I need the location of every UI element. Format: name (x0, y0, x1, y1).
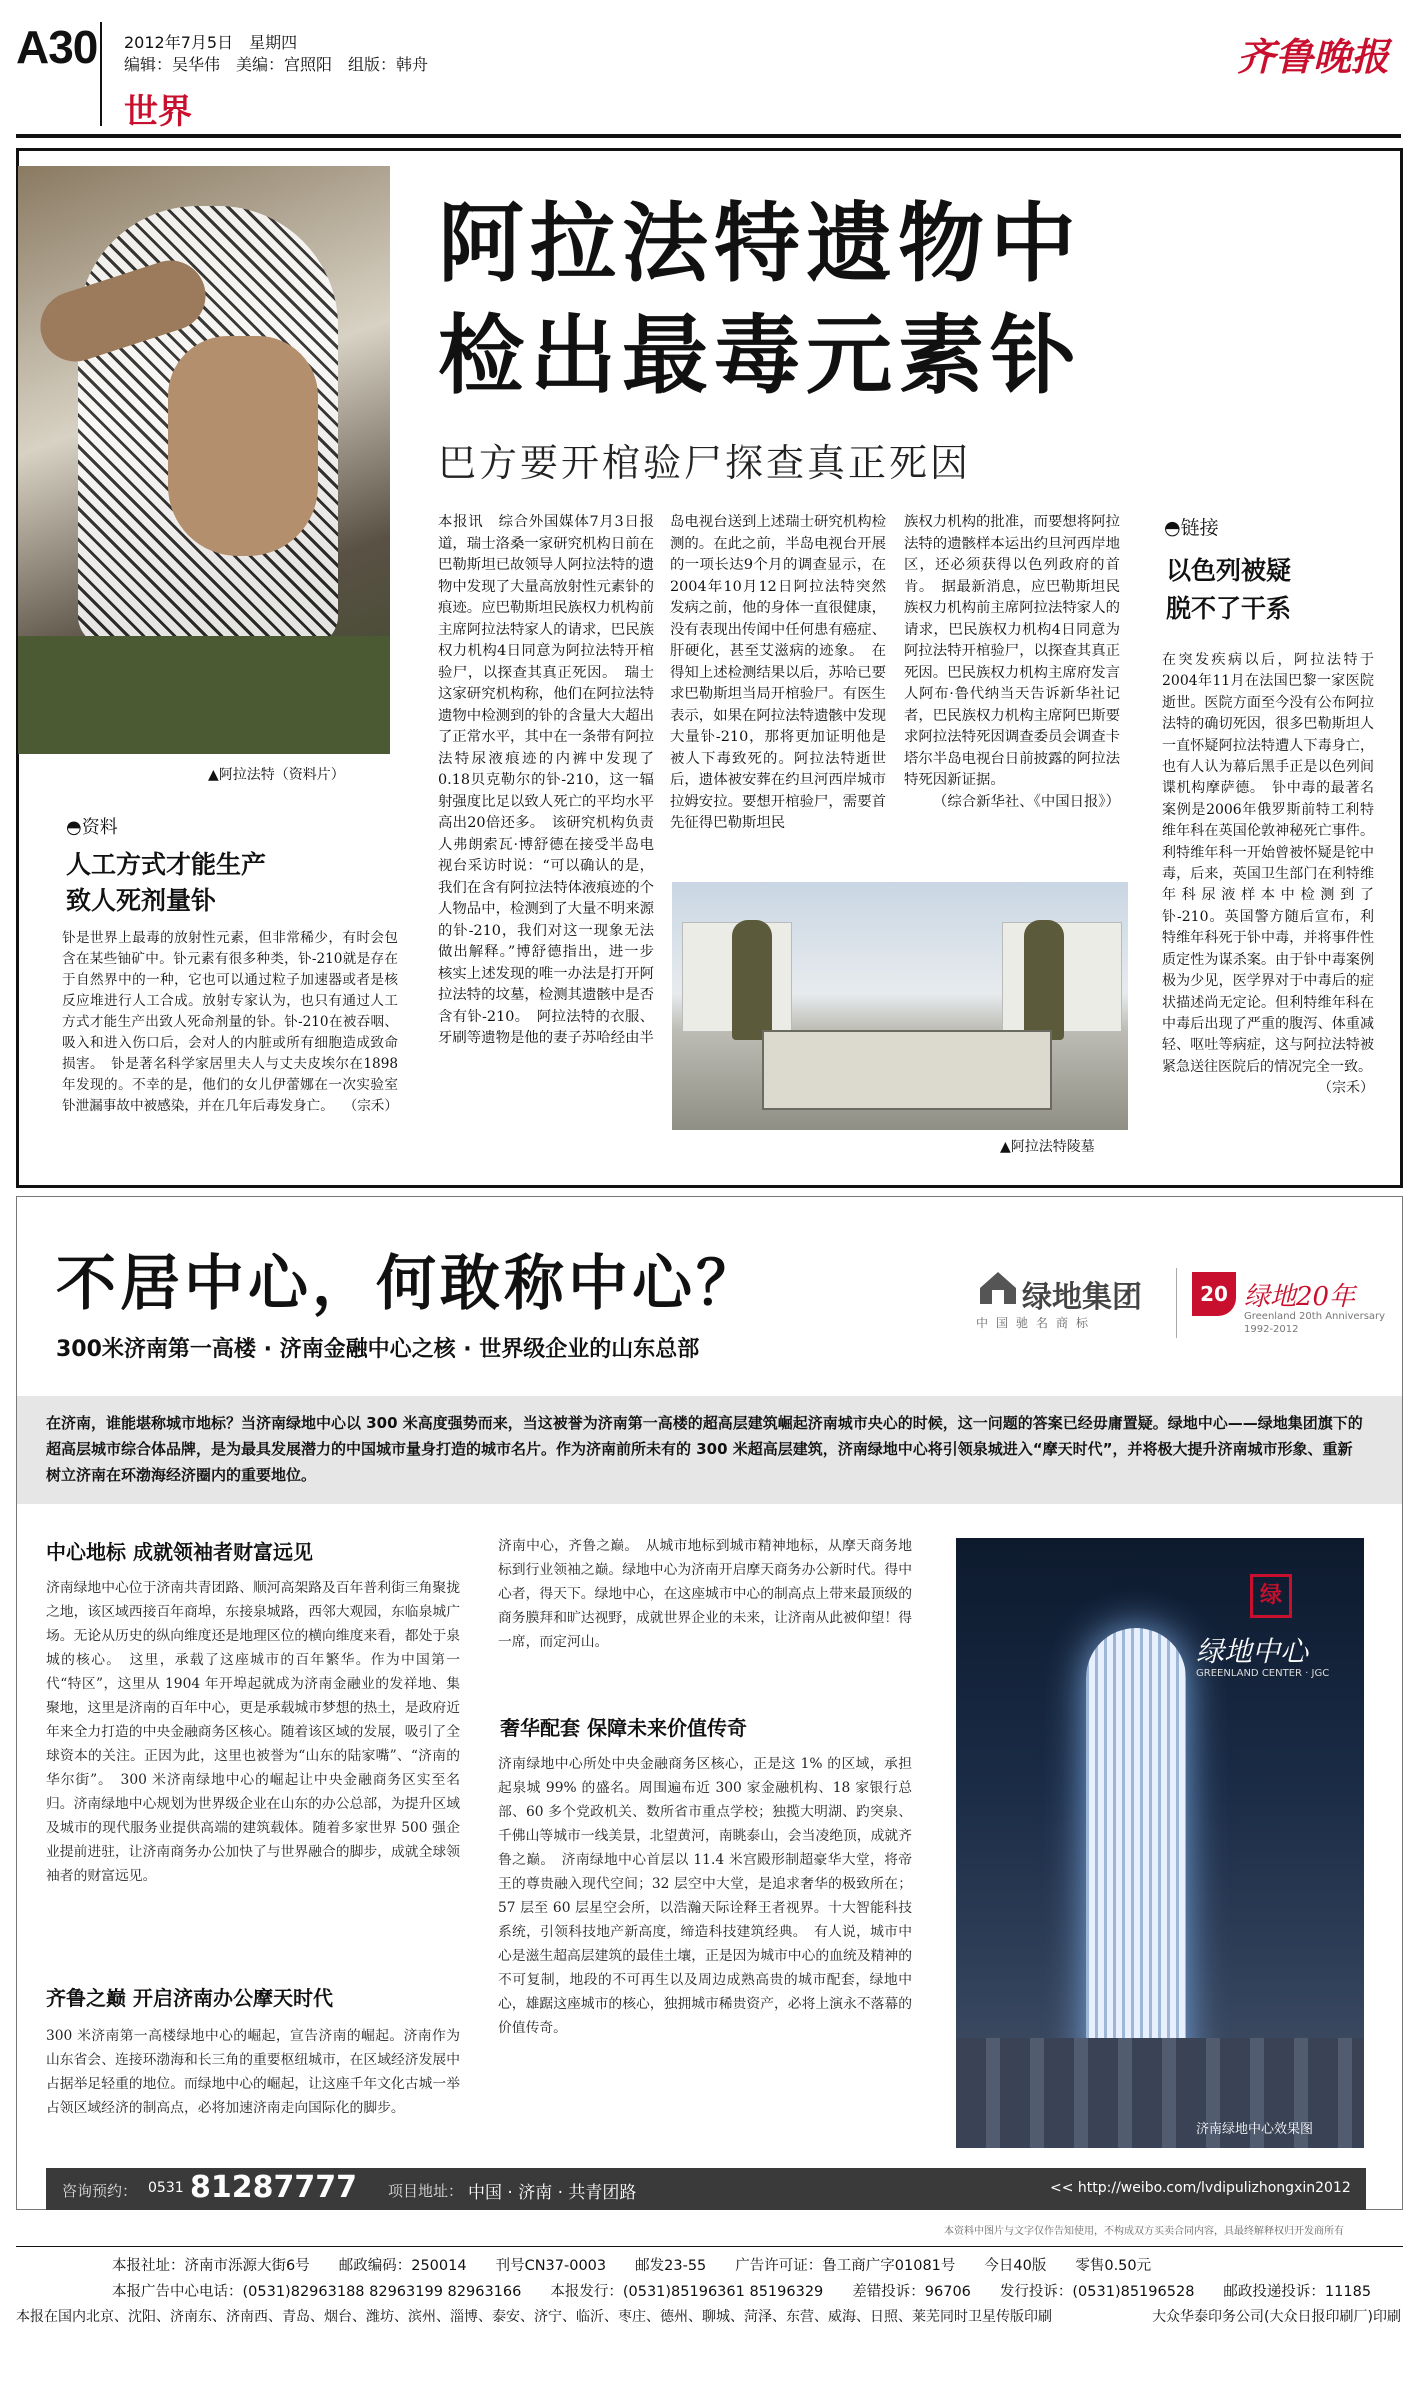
ad-brand-tag: 中国驰名商标 (976, 1316, 1097, 1330)
footer-printer: 大众华泰印务公司(大众日报印刷厂)印刷 (1152, 2309, 1401, 2325)
footer-line-1: 本报社址：济南市泺源大街6号 邮政编码：250014 刊号CN37-0003 邮发23-55 广告许可证：鲁工商广字01081号 今日40版 零售0.50元 (112, 2258, 1152, 2274)
article-column-3-text: 族权力机构的批准，而要想将阿拉法特的遗骸样本运出约旦河西岸地区，还必须获得以色列政府的首肯。 据最新消息，应巴勒斯坦民族权力机构前主席阿拉法特家人的请求，巴民族权力机构4日同意为阿拉法特开棺验尸，以探查其真正死因。巴民族权力机构主席府发言人阿布·鲁代纳当天告诉新华社记者，巴民族权力机构主席阿巴斯要求阿拉法特死因调查委员会调查卡塔尔半岛电视台日前披露的阿拉法特死因新证据。 (904, 514, 1120, 788)
address-label: 项目地址： (388, 2182, 464, 2200)
headline-line-1: 阿拉法特遗物中 (438, 194, 1082, 294)
info-box-label: ◓资料 (66, 817, 118, 838)
info-box-body (62, 928, 398, 1117)
tomb-slab-shape (762, 1030, 1052, 1110)
anniversary-badge: 20 (1192, 1272, 1236, 1316)
anniversary-subtext (1244, 1310, 1385, 1336)
page-number: A30 (16, 21, 98, 73)
ad-heading-1: 中心地标 成就领袖者财富远见 (46, 1540, 313, 1564)
footer-line-2: 本报广告中心电话：(0531)82963188 82963199 82963166 本报发行：(0531)85196361 85196329 差错投诉：96706 发行投诉：(0531)85196528 邮政投递投诉：11185 (112, 2284, 1372, 2300)
brand-seal: 绿 (1250, 1574, 1292, 1618)
ad-brand-divider (1176, 1268, 1177, 1338)
ad-disclaimer: 本资料中图片与文字仅作告知使用，不构成双方买卖合同内容，具最终解释权归开发商所有 (944, 2226, 1344, 2237)
info-box-text: 钋是世界上最毒的放射性元素，但非常稀少，有时会包含在某些铀矿中。钋元素有很多种类，钋-210就是存在于自然界中的一种，它也可以通过粒子加速器或者是核反应堆进行人工合成。放射专家认为，也只有通过人工方式才能生产出致人死命剂量的钋。钋-210在被吞咽、吸入和进入伤口后，会对人的内脏或所有细胞造成致命损害。 钋是著名科学家居里夫人与丈夫皮埃尔在1898年发现的。不幸的是，他们的女儿伊蕾娜在一次实验室钋泄漏事故中被感染，并在几年后毒发身亡。 (62, 930, 398, 1114)
ad-heading-3: 奢华配套 保障未来价值传奇 (500, 1716, 747, 1740)
face-shape (168, 336, 318, 556)
link-box-text: 在突发疾病以后，阿拉法特于2004年11月在法国巴黎一家医院逝世。医院方面至今没有公布阿拉法特的确切死因，很多巴勒斯坦人一直怀疑阿拉法特遭人下毒身亡，也有人认为幕后黑手正是以色列间谍机构摩萨德。 钋中毒的最著名案例是2006年俄罗斯前特工利特维年科在英国伦敦神秘死亡事件。利特维年科一开始曾被怀疑是铊中毒，后来，英国卫生部门在利特维年科尿液样本中检测到了钋-210。英国警方随后宣布，利特维年科死于钋中毒，并将事件性质定性为谋杀案。由于钋中毒案例极为少见，医学界对于中毒后的症状描述尚无定论。但利特维年科在中毒后出现了严重的腹泻、体重减轻、呕吐等病症，这与阿拉法特被紧急送往医院后的情况完全一致。 (1162, 652, 1374, 1075)
editorial-staff: 编辑：吴华伟 美编：宫照阳 组版：韩舟 (124, 55, 429, 74)
article-column-3 (904, 512, 1120, 813)
link-title-line-1: 以色列被疑 (1166, 556, 1292, 585)
info-title-line-2: 致人死剂量钋 (66, 886, 217, 915)
section-title: 世界 (124, 92, 192, 132)
link-box-label: ◓链接 (1164, 517, 1219, 539)
guard-shape (1024, 920, 1064, 1040)
tower-shape (1086, 1628, 1186, 2078)
contact-phone: 81287777 (190, 2170, 357, 2205)
rendering-brand-sub: GREENLAND CENTER · JGC (1196, 1668, 1330, 1679)
ad-paragraph-1: 济南绿地中心位于济南共青团路、顺河高架路及百年普利街三角聚拢之地，该区域西接百年商埠，东接泉城路，西邻大观园，东临泉城广场。无论从历史的纵向维度还是地理区位的横向维度来看，都处于泉城的核心。 这里，承载了这座城市的百年繁华。作为中国第一代“特区”，这里从 1904 年开埠起就成为济南金融业的发祥地、集聚地，这里是济南的百年中心，更是承载城市梦想的热土，是政府近年来全力打造的中央金融商务区核心。随着该区域的发展，吸引了全球资本的关注。正因为此，这里也被誉为“山东的陆家嘴”、“济南的华尔街”。 300 米济南绿地中心的崛起让中央金融商务区实至名归。济南绿地中心规划为世界级企业在山东的办公总部，为提升区域及城市的现代服务业提供高端的建筑载体。随着多家世界 500 强企业提前进驻，让济南商务办公加快了与世界融合的脚步，成就全球领袖者的财富远见。 (46, 1580, 460, 1884)
info-box-title (66, 847, 366, 919)
ad-paragraph-2: 300 米济南第一高楼绿地中心的崛起，宣告济南的崛起。济南作为山东省会、连接环渤海和长三角的重要枢纽城市，在区域经济发展中占据举足轻重的地位。而绿地中心的崛起，让这座千年文化古城一举占领区域经济的制高点，必将加速济南走向国际化的脚步。 (46, 2028, 460, 2116)
rendering-brand: 绿地中心 (1196, 1635, 1309, 1668)
arafat-photo (18, 166, 390, 754)
link-box-title (1166, 552, 1366, 628)
project-address: 中国 · 济南 · 共青团路 (468, 2183, 637, 2203)
info-title-line-1: 人工方式才能生产 (66, 850, 267, 879)
header-divider (100, 22, 102, 126)
anniversary-subtext-2: 1992-2012 (1244, 1324, 1299, 1335)
info-box-author: （宗禾） (343, 1098, 398, 1114)
tomb-photo (672, 882, 1128, 1130)
guard-shape (732, 920, 772, 1040)
ad-subtitle: 300米济南第一高楼 · 济南金融中心之核 · 世界级企业的山东总部 (56, 1337, 700, 1362)
tomb-caption: ▲阿拉法特陵墓 (1000, 1139, 1095, 1155)
article-column-2: 岛电视台送到上述瑞士研究机构检测的。在此之前，半岛电视台开展的一项长达9个月的调查显示，在2004年10月12日阿拉法特突然发病之前，他的身体一直很健康，没有表现出传闻中任何患有癌症、肝硬化，甚至艾滋病的迹象。 在得知上述检测结果以后，苏哈已要求巴勒斯坦当局开棺验尸。有医生表示，如果在阿拉法特遗骸中发现大量钋-210，那将更加证明他是被人下毒致死的。阿拉法特逝世后，遗体被安葬在约旦河西岸城市拉姆安拉。要想开棺验尸，需要首先征得巴勒斯坦民 (670, 514, 886, 831)
rendering-caption: 济南绿地中心效果图 (1196, 2122, 1314, 2137)
weibo-link: << http://weibo.com/lvdipulizhongxin2012 (1050, 2180, 1351, 2196)
link-box-author: （宗禾） (1318, 1080, 1374, 1097)
newspaper-logo: 齐鲁晚报 (1236, 34, 1389, 79)
article-source: （综合新华社、《中国日报》） (932, 793, 1120, 810)
anniversary-subtext-1: Greenland 20th Anniversary (1244, 1311, 1386, 1322)
footer-line-3: 本报在国内北京、沈阳、济南东、济南西、青岛、烟台、潍坊、滨州、淄博、泰安、济宁、临沂、枣庄、德州、聊城、菏泽、东营、威海、日照、莱芜同时卫星传版印刷 (16, 2309, 1052, 2325)
footer-rule (16, 2246, 1403, 2247)
ad-heading-2: 齐鲁之巅 开启济南办公摩天时代 (46, 1986, 333, 2010)
ad-brand-name: 绿地集团 (1022, 1280, 1142, 1315)
headline-line-2: 检出最毒元素钋 (438, 306, 1082, 406)
contact-label: 咨询预约： (62, 2182, 138, 2200)
link-box-body (1162, 650, 1374, 1100)
anniversary-text: 绿地20年 (1244, 1282, 1356, 1312)
ad-paragraph-4: 济南绿地中心所处中央金融商务区核心，正是这 1% 的区域，承担起泉城 99% 的盛名。周围遍布近 300 家金融机构、18 家银行总部、60 多个党政机关、数所省市重点学校；独揽大明湖、趵突泉、千佛山等城市一线美景，北望黄河，南眺泰山，会当凌绝顶，成就齐鲁之巅。 济南绿地中心首层以 11.4 米宫殿形制超豪华大堂，将帝王的尊贵融入现代空间；32 层空中大堂，是追求奢华的极致所在；57 层至 60 层星空会所，以浩瀚天际诠释王者视界。十大智能科技系统，引领科技地产新高度，缔造科技建筑经典。 有人说，城市中心是滋生超高层建筑的最佳土壤，正是因为城市中心的血统及精神的不可复制，地段的不可再生以及周边成熟高贵的城市配套，绿地中心，雄踞这座城市的核心，独拥城市稀贵资产，必将上演永不落幕的价值传奇。 (498, 1756, 912, 2036)
headline (438, 188, 1338, 412)
uniform-shape (18, 636, 390, 754)
header-rule (16, 134, 1401, 138)
article-column-1: 本报讯 综合外国媒体7月3日报道，瑞士洛桑一家研究机构日前在巴勒斯坦已故领导人阿拉法特的遗物中发现了大量高放射性元素钋的痕迹。应巴勒斯坦民族权力机构前主席阿拉法特家人的请求，巴民族权力机构4日同意为阿拉法特开棺验尸，以探查其真正死因。 瑞士这家研究机构称，他们在阿拉法特遗物中检测到的钋的含量大大超出了正常水平，其中在一条带有阿拉法特尿液痕迹的内裤中发现了0.18贝克勒尔的钋-210，这一辐射强度比足以致人死亡的平均水平高出20倍还多。 该研究机构负责人弗朗索瓦·博舒德在接受半岛电视台采访时说：“可以确认的是，我们在含有阿拉法特体液痕迹的个人物品中，检测到了大量不明来源的钋-210，我们对这一现象无法做出解释。”博舒德指出，进一步核实上述发现的唯一办法是打开阿拉法特的坟墓，检测其遗骸中是否含有钋-210。 阿拉法特的衣服、牙刷等遗物是他的妻子苏哈经由半 (438, 514, 654, 1046)
photo-caption: ▲阿拉法特（资料片） (208, 767, 345, 783)
house-icon (978, 1270, 1018, 1306)
ad-intro: 在济南，谁能堪称城市地标？当济南绿地中心以 300 米高度强势而来，当这被誉为济南第一高楼的超高层建筑崛起济南城市央心的时候，这一问题的答案已经毋庸置疑。绿地中心——绿地集团旗下的超高层城市综合体品牌，是为最具发展潜力的中国城市量身打造的城市名片。作为济南前所未有的 300 米超高层建筑，济南绿地中心将引领泉城进入“摩天时代”，并将极大提升济南城市形象、重新树立济南在环渤海经济圈内的重要地位。 (46, 1414, 1363, 1484)
issue-date: 2012年7月5日 星期四 (124, 33, 298, 52)
ad-slogan: 不居中心，何敢称中心？ (56, 1249, 760, 1319)
subheadline: 巴方要开棺验尸探查真正死因 (438, 441, 972, 485)
link-title-line-2: 脱不了干系 (1166, 594, 1292, 623)
contact-area-code: 0531 (148, 2180, 184, 2196)
ad-paragraph-3: 济南中心，齐鲁之巅。 从城市地标到城市精神地标，从摩天商务地标到行业领袖之巅。绿地中心为济南开启摩天商务办公新时代。得中心者，得天下。绿地中心，在这座城市中心的制高点上带来最顶级的商务膜拜和旷达视野，成就世界企业的未来，让济南从此被仰望！得一席，而定河山。 (498, 1538, 912, 1650)
